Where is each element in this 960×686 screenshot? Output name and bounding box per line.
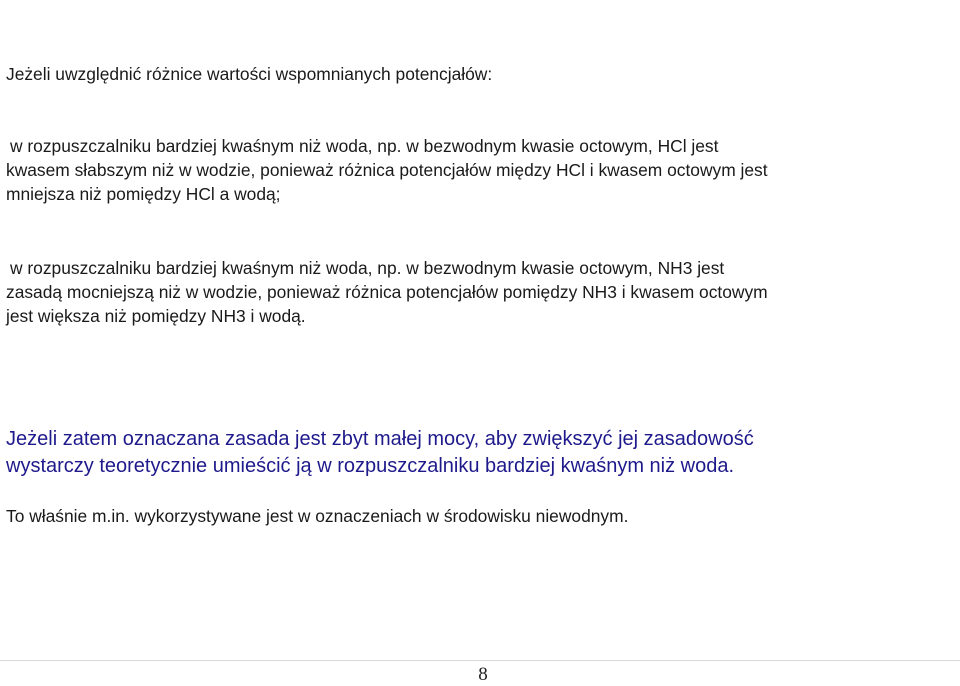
- conclusion-line-2: wystarczy teoretycznie umieścić ją w rozpuszczalniku bardziej kwaśnym niż woda.: [6, 455, 735, 477]
- final-paragraph: To właśnie m.in. wykorzystywane jest w oznaczeniach w środowisku niewodnym.: [6, 506, 629, 526]
- intro-paragraph: Jeżeli uwzględnić różnice wartości wspomnianych potencjałów:: [6, 64, 493, 84]
- base-paragraph-line-3: jest większa niż pomiędzy NH3 i wodą.: [6, 306, 306, 326]
- acid-paragraph-line-3: mniejsza niż pomiędzy HCl a wodą;: [6, 184, 281, 204]
- acid-paragraph-line-2: kwasem słabszym niż w wodzie, ponieważ różnica potencjałów między HCl i kwasem octowym jest: [6, 160, 768, 180]
- acid-paragraph-line-1: w rozpuszczalniku bardziej kwaśnym niż woda, np. w bezwodnym kwasie octowym, HCl jest: [10, 136, 719, 156]
- page-number: 8: [478, 664, 488, 685]
- footer-divider: [0, 660, 960, 661]
- acid-solvent-paragraph: [6, 134, 946, 206]
- base-paragraph-line-2: zasadą mocniejszą niż w wodzie, ponieważ różnica potencjałów pomiędzy NH3 i kwasem octowym: [6, 282, 768, 302]
- conclusion-line-1: Jeżeli zatem oznaczana zasada jest zbyt małej mocy, aby zwiększyć jej zasadowość: [6, 428, 754, 450]
- base-paragraph-line-1: w rozpuszczalniku bardziej kwaśnym niż woda, np. w bezwodnym kwasie octowym, NH3 jest: [10, 258, 725, 278]
- base-solvent-paragraph: [6, 256, 946, 328]
- conclusion-paragraph: [6, 426, 946, 480]
